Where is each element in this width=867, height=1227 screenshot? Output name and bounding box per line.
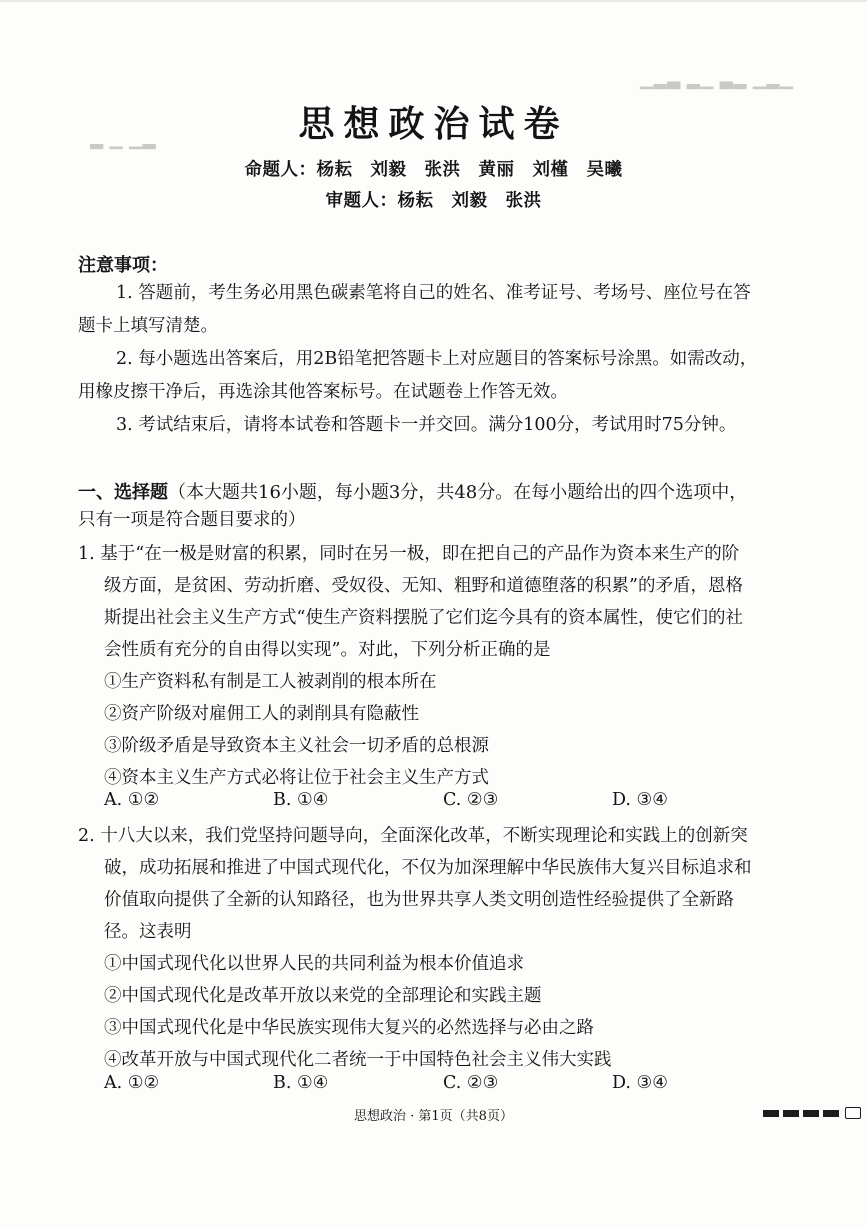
q1-statement-1: ①生产资料私有制是工人被剥削的根本所在 xyxy=(104,672,437,692)
q2-stem-line: 径。这表明 xyxy=(104,922,192,942)
bleed-through-shade: ▂ ▁ ▁▂ xyxy=(90,130,157,150)
reviewers-line: 审题人：杨耘 刘毅 张洪 xyxy=(325,191,542,211)
q1-statement-3: ③阶级矛盾是导致资本主义社会一切矛盾的总根源 xyxy=(104,736,489,756)
section-heading-cont: 只有一项是符合题目要求的） xyxy=(78,510,306,530)
q2-stem-line: 价值取向提供了全新的认知路径，也为世界共享人类文明创造性经验提供了全新路 xyxy=(104,890,734,910)
q2-stem-line: 破，成功拓展和推进了中国式现代化，不仅为加深理解中华民族伟大复兴目标追求和 xyxy=(104,858,752,878)
q1-option-d: D. ③④ xyxy=(612,790,668,810)
q2-statement-3: ③中国式现代化是中华民族实现伟大复兴的必然选择与必由之路 xyxy=(104,1018,594,1038)
q1-stem-line: 1. 基于“在一极是财富的积累，同时在另一极，即在把自己的产品作为资本来生产的阶 xyxy=(78,544,740,564)
q1-stem-line: 斯提出社会主义生产方式“使生产资料摆脱了它们迄今具有的资本属性，使它们的社 xyxy=(104,608,743,628)
q1-option-c: C. ②③ xyxy=(443,790,499,810)
notice-item-2-cont: 用橡皮擦干净后，再选涂其他答案标号。在试题卷上作答无效。 xyxy=(78,382,568,402)
q2-option-c: C. ②③ xyxy=(443,1073,499,1093)
q1-option-b: B. ①④ xyxy=(273,790,329,810)
q2-option-d: D. ③④ xyxy=(612,1073,668,1093)
section-heading-rest: （本大题共16小题，每小题3分，共48分。在每小题给出的四个选项中， xyxy=(168,482,748,503)
q1-stem-line: 会性质有充分的自由得以实现”。对此，下列分析正确的是 xyxy=(104,640,551,660)
notice-item-1: 1. 答题前，考生务必用黑色碳素笔将自己的姓名、准考证号、考场号、座位号在答 xyxy=(116,283,751,303)
registration-mark xyxy=(823,1110,839,1117)
section-heading xyxy=(78,478,747,504)
registration-marks xyxy=(763,1107,861,1119)
q1-stem-line: 级方面，是贫困、劳动折磨、受奴役、无知、粗野和道德堕落的积累”的矛盾，恩格 xyxy=(104,576,743,596)
registration-mark xyxy=(783,1110,799,1117)
q1-statement-2: ②资产阶级对雇佣工人的剥削具有隐蔽性 xyxy=(104,704,419,724)
notice-item-2: 2. 每小题选出答案后，用2B铅笔把答题卡上对应题目的答案标号涂黑。如需改动， xyxy=(116,349,758,369)
exam-title: 思想政治试卷 xyxy=(298,104,569,145)
q2-option-a: A. ①② xyxy=(104,1073,160,1093)
registration-mark xyxy=(763,1110,779,1117)
q2-statement-4: ④改革开放与中国式现代化二者统一于中国特色社会主义伟大实践 xyxy=(104,1050,612,1070)
q2-stem-line: 2. 十八大以来，我们党坚持问题导向，全面深化改革，不断实现理论和实践上的创新突 xyxy=(78,826,748,846)
q1-option-a: A. ①② xyxy=(104,790,160,810)
q2-option-b: B. ①④ xyxy=(273,1073,329,1093)
notice-heading: 注意事项： xyxy=(78,255,168,276)
notice-item-3: 3. 考试结束后，请将本试卷和答题卡一并交回。满分100分，考试用时75分钟。 xyxy=(116,415,737,435)
q1-statement-4: ④资本主义生产方式必将让位于社会主义生产方式 xyxy=(104,768,489,788)
registration-mark xyxy=(803,1110,819,1117)
q2-statement-1: ①中国式现代化以世界人民的共同利益为根本价值追求 xyxy=(104,954,524,974)
page-footer: 思想政治 · 第1页（共8页） xyxy=(354,1109,513,1124)
notice-item-1-cont: 题卡上填写清楚。 xyxy=(78,316,218,336)
authors-line: 命题人：杨耘 刘毅 张洪 黄丽 刘槿 吴曦 xyxy=(244,160,623,180)
section-heading-bold: 一、选择题 xyxy=(78,482,168,503)
q2-statement-2: ②中国式现代化是改革开放以来党的全部理论和实践主题 xyxy=(104,986,542,1006)
registration-box-mark xyxy=(845,1107,861,1119)
bleed-through-shade: ▁▂▃ ▂▁ ▃▂ ▁▂▁ xyxy=(640,70,794,90)
